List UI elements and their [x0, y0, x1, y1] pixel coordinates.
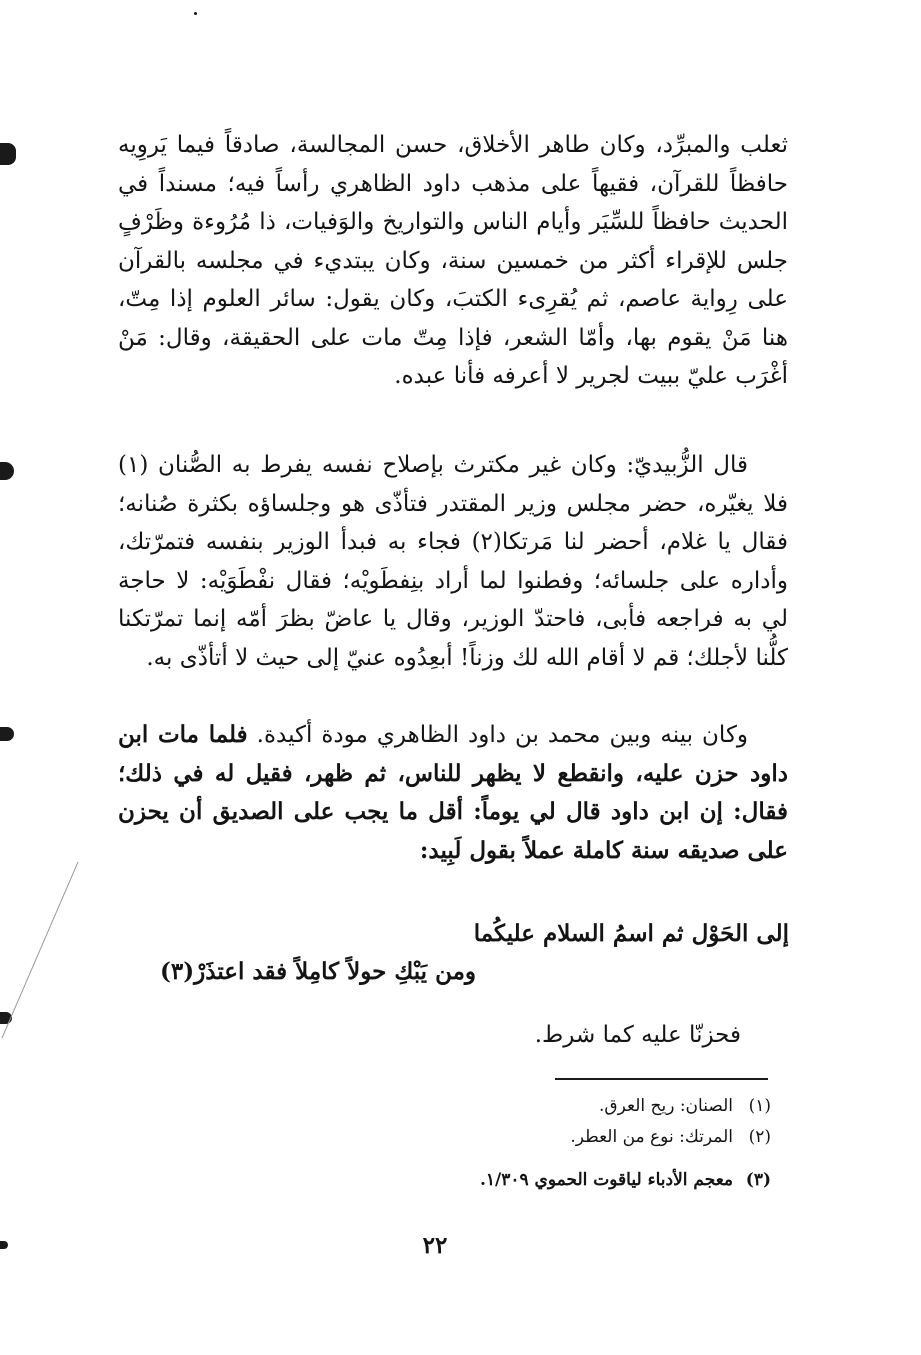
- paragraph-3-intro: وكان بينه وبين محمد بن داود الظاهري مودة أكيدة.: [256, 722, 748, 748]
- footnote-text: المرتك: نوع من العطر.: [570, 1127, 733, 1147]
- footnote-number: (٣): [745, 1170, 771, 1190]
- verse-line-2: ومن يَبْكِ حولاً كامِلاً فقد اعتذَرْ(٣): [160, 958, 476, 985]
- footnote-number: (١): [748, 1096, 771, 1116]
- scan-edge-mark: [0, 462, 14, 480]
- paragraph-1: ثعلب والمبرِّد، وكان طاهر الأخلاق، حسن المجالسة، صادقاً فيما يَروِيه حافظاً للقرآن، فقيهاً على مذهب داود الظاهري رأساً فيه؛ مسنداً في الحديث حافظاً للسِّيَر وأيام الناس والتواريخ والوَفيات، ذا مُرُوءة وظَرْفٍ جلس للإقراء أكثر من خمسين سنة، وكان يبتديء في مجلسه بالقرآن على رِواية عاصم، ثم يُقرِىء الكتبَ، وكان يقول: سائر العلوم إذا مِتّ، هنا مَنْ يقوم بها، وأمّا الشعر، فإذا مِتّ مات على الحقيقة، وقال: مَنْ أغْرَب عليّ ببيت لجرير لا أعرفه فأنا عبده.: [118, 132, 788, 389]
- footnote-2: [171, 1127, 771, 1147]
- scan-edge-mark: [0, 727, 14, 741]
- footnote-text: معجم الأدباء لياقوت الحموي ١/٣٠٩.: [479, 1170, 733, 1190]
- page-number: ٢٢: [422, 1232, 448, 1259]
- footnote-1: [171, 1096, 771, 1116]
- closing-line: فحزنّا عليه كما شرط.: [534, 1022, 741, 1048]
- scan-fold-line: [0, 860, 80, 1040]
- scan-edge-mark: [0, 143, 16, 165]
- scan-dot: [194, 12, 197, 15]
- footnote-text: الصنان: ريح العرق.: [599, 1096, 733, 1116]
- footnote-number: (٢): [748, 1127, 771, 1147]
- footnote-divider: [555, 1078, 768, 1080]
- paragraph-3-bold: فلما مات ابن داود حزن عليه، وانقطع لا يظهر للناس، ثم ظهر، فقيل له في ذلك؛ فقال: إن ابن داود قال لي يوماً: أقل ما يجب على الصديق أن يحزن على صديقه سنة كاملة عملاً بقول لَبِيد:: [118, 721, 788, 864]
- footnote-3: [171, 1170, 771, 1190]
- scan-edge-mark: [0, 1241, 8, 1249]
- paragraph-3: [118, 716, 788, 870]
- paragraph-2: قال الزُّبيديّ: وكان غير مكترث بإصلاح نفسه يفرط به الصُّنان (١) فلا يغيّره، حضر مجلس وزير المقتدر فتأذّى هو وجلساؤه بكثرة صُنانه؛ فقال يا غلام، أحضر لنا مَرتكا(٢) فجاء به فبدأ الوزير بنفسه فتمرّتك، وأداره على جلسائه؛ وفطنوا لما أراد بنِفطَويْه؛ فقال نفْطَوَيْه: لا حاجة لي به فراجعه فأبى، فاحتدّ الوزير، وقال يا عاضّ بظرَ أمّه إنما تمرّتكنا كلُّنا لأجلك؛ قم لا أقام الله لك وزناً! أبعِدُوه عنيّ إلى حيث لا أتأذّى به.: [118, 452, 788, 671]
- verse-line-1: إلى الحَوْل ثم اسمُ السلام عليكُما: [473, 920, 789, 947]
